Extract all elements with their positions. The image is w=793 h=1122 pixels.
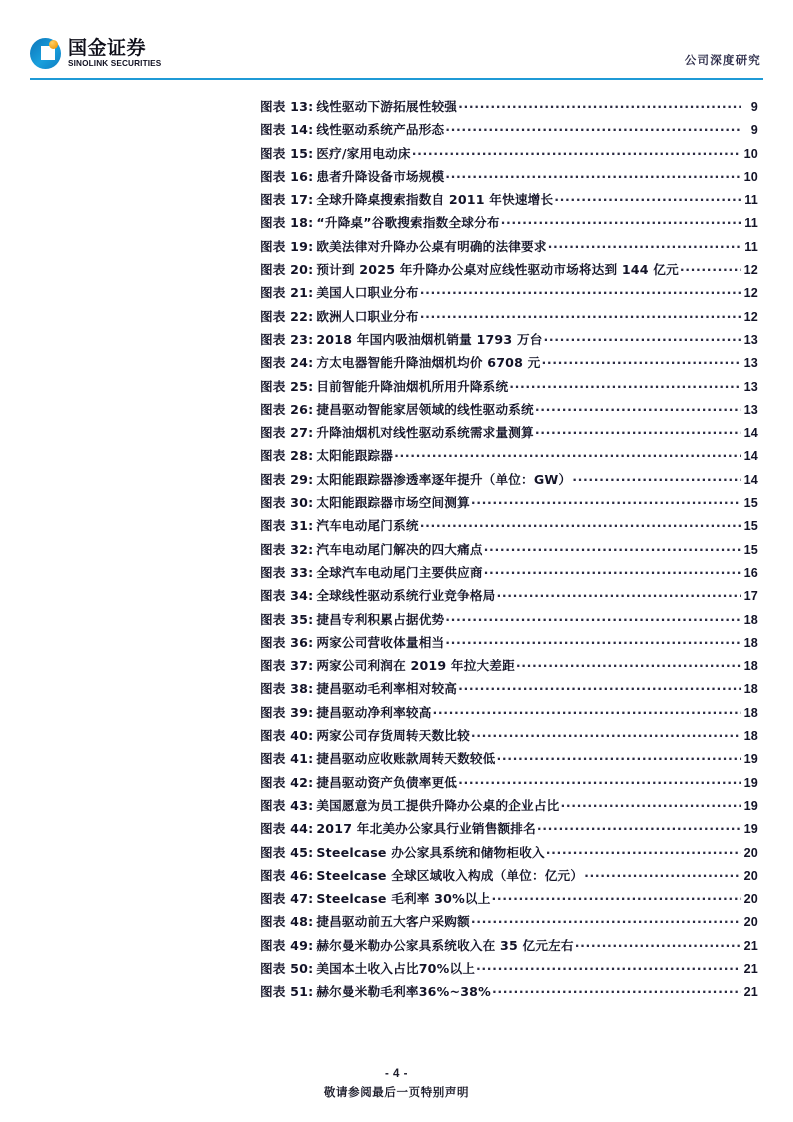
toc-leader-dots bbox=[420, 518, 741, 530]
toc-entry-label: 图表 49: bbox=[260, 937, 314, 953]
toc-entry-title: 方太电器智能升降油烟机均价 6708 元 bbox=[316, 355, 541, 371]
toc-entry[interactable] bbox=[260, 888, 758, 911]
toc-entry-title: 捷昌驱动前五大客户采购额 bbox=[316, 914, 470, 930]
toc-leader-dots bbox=[420, 285, 741, 297]
toc-entry[interactable] bbox=[260, 166, 758, 189]
toc-leader-dots bbox=[548, 239, 741, 251]
toc-entry[interactable] bbox=[260, 795, 758, 818]
toc-entry-page-number: 18 bbox=[743, 705, 758, 720]
toc-leader-dots bbox=[492, 891, 741, 903]
toc-entry[interactable] bbox=[260, 329, 758, 352]
toc-entry[interactable] bbox=[260, 678, 758, 701]
toc-leader-dots bbox=[471, 495, 741, 507]
toc-entry-label: 图表 25: bbox=[260, 378, 314, 394]
toc-leader-dots bbox=[541, 355, 741, 367]
toc-entry[interactable] bbox=[260, 189, 758, 212]
toc-entry-label: 图表 41: bbox=[260, 751, 314, 767]
toc-leader-dots bbox=[501, 215, 741, 227]
brand-logo bbox=[30, 38, 161, 69]
toc-entry-label: 图表 31: bbox=[260, 518, 314, 534]
toc-entry-title: 美国本土收入占比70%以上 bbox=[316, 960, 476, 976]
toc-entry-page-number: 13 bbox=[743, 332, 758, 347]
toc-entry-page-number: 20 bbox=[743, 868, 758, 883]
toc-leader-dots bbox=[560, 798, 741, 810]
toc-entry-page-number: 10 bbox=[743, 146, 758, 161]
toc-entry-title: 美国人口职业分布 bbox=[316, 285, 419, 301]
toc-entry[interactable] bbox=[260, 422, 758, 445]
toc-entry-page-number: 12 bbox=[743, 309, 758, 324]
toc-entry-page-number: 14 bbox=[743, 449, 758, 464]
toc-entry-page-number: 18 bbox=[743, 635, 758, 650]
toc-entry[interactable] bbox=[260, 725, 758, 748]
toc-entry-label: 图表 14: bbox=[260, 122, 314, 138]
toc-entry-title: 患者升降设备市场规模 bbox=[316, 168, 445, 184]
brand-name-cn: 国金证券 bbox=[68, 36, 147, 59]
toc-entry[interactable] bbox=[260, 655, 758, 678]
toc-entry-title: 太阳能跟踪器渗透率逐年提升（单位：GW） bbox=[316, 471, 572, 487]
toc-entry-label: 图表 42: bbox=[260, 774, 314, 790]
toc-entry-page-number: 10 bbox=[743, 169, 758, 184]
toc-entry-page-number: 13 bbox=[743, 379, 758, 394]
toc-entry-page-number: 20 bbox=[743, 915, 758, 930]
toc-entry-page-number: 18 bbox=[743, 659, 758, 674]
toc-entry-page-number: 18 bbox=[743, 729, 758, 744]
toc-entry-title: 捷昌驱动应收账款周转天数较低 bbox=[316, 751, 496, 767]
sinolink-logo-icon bbox=[30, 38, 61, 69]
toc-entry-label: 图表 48: bbox=[260, 914, 314, 930]
toc-entry-title: 线性驱动系统产品形态 bbox=[316, 122, 445, 138]
toc-leader-dots bbox=[484, 542, 741, 554]
toc-entry-page-number: 11 bbox=[744, 193, 758, 208]
toc-entry-page-number: 9 bbox=[750, 123, 758, 138]
toc-entry-label: 图表 26: bbox=[260, 401, 314, 417]
brand-text bbox=[68, 36, 162, 68]
toc-entry-title: 汽车电动尾门解决的四大痛点 bbox=[316, 541, 483, 557]
toc-leader-dots bbox=[433, 705, 742, 717]
toc-entry-page-number: 11 bbox=[744, 216, 758, 231]
toc-entry-title: 2017 年北美办公家具行业销售额排名 bbox=[316, 821, 536, 837]
toc-entry-title: 汽车电动尾门系统 bbox=[316, 518, 419, 534]
header-divider bbox=[30, 78, 763, 80]
toc-leader-dots bbox=[471, 914, 741, 926]
toc-entry[interactable] bbox=[260, 935, 758, 958]
toc-entry-title: 全球汽车电动尾门主要供应商 bbox=[316, 564, 483, 580]
toc-entry[interactable] bbox=[260, 609, 758, 632]
footer-page-number: - 4 - bbox=[385, 1068, 408, 1080]
toc-entry-title: 升降油烟机对线性驱动系统需求量测算 bbox=[316, 425, 534, 441]
toc-entry-title: 线性驱动下游拓展性较强 bbox=[316, 99, 458, 114]
toc-entry-page-number: 18 bbox=[743, 682, 758, 697]
toc-leader-dots bbox=[445, 122, 741, 134]
toc-leader-dots bbox=[412, 146, 741, 158]
toc-entry-label: 图表 30: bbox=[260, 495, 314, 511]
toc-entry[interactable] bbox=[260, 585, 758, 608]
toc-leader-dots bbox=[458, 775, 741, 787]
toc-entry-label: 图表 51: bbox=[260, 984, 314, 1000]
toc-entry[interactable] bbox=[260, 143, 758, 166]
toc-leader-dots bbox=[554, 192, 741, 204]
toc-entry-label: 图表 22: bbox=[260, 308, 314, 324]
toc-entry[interactable] bbox=[260, 469, 758, 492]
toc-entry-title: 两家公司营收体量相当 bbox=[316, 634, 445, 650]
toc-leader-dots bbox=[546, 845, 741, 857]
toc-entry-label: 图表 19: bbox=[260, 238, 314, 254]
toc-entry[interactable] bbox=[260, 515, 758, 538]
toc-entry-page-number: 12 bbox=[743, 286, 758, 301]
toc-entry[interactable] bbox=[260, 212, 758, 235]
toc-entry-page-number: 17 bbox=[743, 589, 758, 604]
toc-leader-dots bbox=[572, 472, 741, 484]
toc-leader-dots bbox=[496, 588, 741, 600]
toc-entry[interactable] bbox=[260, 306, 758, 329]
toc-entry-page-number: 13 bbox=[743, 356, 758, 371]
toc-entry-title: 捷昌驱动智能家居领域的线性驱动系统 bbox=[316, 401, 534, 417]
toc-entry-page-number: 20 bbox=[743, 845, 758, 860]
toc-entry-page-number: 21 bbox=[743, 961, 758, 976]
page-header bbox=[0, 0, 793, 86]
toc-entry[interactable] bbox=[260, 702, 758, 725]
toc-entry-label: 图表 40: bbox=[260, 728, 314, 744]
toc-entry[interactable] bbox=[260, 539, 758, 562]
toc-entry-label: 图表 46: bbox=[260, 867, 314, 883]
toc-entry-title: 全球线性驱动系统行业竞争格局 bbox=[316, 588, 496, 604]
toc-leader-dots bbox=[445, 169, 741, 181]
toc-leader-dots bbox=[492, 984, 741, 996]
toc-entry-title: 太阳能跟踪器市场空间测算 bbox=[316, 495, 470, 511]
toc-entry-label: 图表 50: bbox=[260, 960, 314, 976]
toc-leader-dots bbox=[575, 938, 741, 950]
logo-dot-shape bbox=[49, 40, 58, 49]
toc-entry-page-number: 9 bbox=[750, 100, 758, 114]
toc-entry-title: 欧洲人口职业分布 bbox=[316, 308, 419, 324]
toc-entry-label: 图表 15: bbox=[260, 145, 314, 161]
toc-entry[interactable] bbox=[260, 282, 758, 305]
toc-entry-title: 美国愿意为员工提供升降办公桌的企业占比 bbox=[316, 797, 560, 813]
toc-entry-title: 捷昌专利积累占据优势 bbox=[316, 611, 445, 627]
toc-leader-dots bbox=[458, 681, 741, 693]
toc-entry-page-number: 19 bbox=[743, 775, 758, 790]
toc-entry[interactable] bbox=[260, 259, 758, 282]
toc-entry-title: 预计到 2025 年升降办公桌对应线性驱动市场将达到 144 亿元 bbox=[316, 262, 679, 278]
toc-entry-label: 图表 28: bbox=[260, 448, 314, 464]
toc-entry-title: 全球升降桌搜索指数自 2011 年快速增长 bbox=[316, 192, 554, 208]
toc-entry-page-number: 16 bbox=[743, 565, 758, 580]
toc-entry-title: Steelcase 办公家具系统和储物柜收入 bbox=[316, 844, 545, 860]
toc-entry-label: 图表 18: bbox=[260, 215, 314, 231]
toc-entry-title: 医疗/家用电动床 bbox=[316, 145, 411, 161]
toc-leader-dots bbox=[535, 402, 741, 414]
toc-leader-dots bbox=[476, 961, 741, 973]
toc-leader-dots bbox=[394, 448, 741, 460]
toc-entry[interactable] bbox=[260, 445, 758, 468]
toc-entry-label: 图表 38: bbox=[260, 681, 314, 697]
table-of-figures bbox=[260, 96, 758, 1005]
toc-entry-page-number: 19 bbox=[743, 822, 758, 837]
toc-leader-dots bbox=[516, 658, 741, 670]
toc-entry[interactable] bbox=[260, 865, 758, 888]
toc-entry-title: 目前智能升降油烟机所用升降系统 bbox=[316, 378, 509, 394]
toc-entry[interactable] bbox=[260, 632, 758, 655]
toc-entry[interactable] bbox=[260, 842, 758, 865]
toc-entry-page-number: 14 bbox=[743, 472, 758, 487]
toc-entry-label: 图表 35: bbox=[260, 611, 314, 627]
toc-entry[interactable] bbox=[260, 981, 758, 1004]
toc-entry-label: 图表 43: bbox=[260, 797, 314, 813]
toc-entry[interactable] bbox=[260, 911, 758, 934]
toc-entry-title: 两家公司存货周转天数比较 bbox=[316, 728, 470, 744]
toc-leader-dots bbox=[544, 332, 741, 344]
toc-entry-label: 图表 36: bbox=[260, 634, 314, 650]
toc-entry-title: 捷昌驱动毛利率相对较高 bbox=[316, 681, 458, 697]
toc-entry-page-number: 11 bbox=[744, 239, 758, 254]
toc-leader-dots bbox=[445, 635, 741, 647]
toc-entry-title: 太阳能跟踪器 bbox=[316, 448, 394, 464]
toc-entry[interactable] bbox=[260, 958, 758, 981]
toc-entry-label: 图表 27: bbox=[260, 425, 314, 441]
toc-entry-page-number: 18 bbox=[743, 612, 758, 627]
toc-entry[interactable] bbox=[260, 96, 758, 119]
toc-entry[interactable] bbox=[260, 562, 758, 585]
toc-entry-label: 图表 16: bbox=[260, 168, 314, 184]
toc-entry[interactable] bbox=[260, 236, 758, 259]
toc-entry-title: “升降桌”谷歌搜索指数全球分布 bbox=[316, 215, 500, 231]
toc-entry-page-number: 14 bbox=[743, 426, 758, 441]
toc-entry-label: 图表 29: bbox=[260, 471, 314, 487]
page-footer bbox=[0, 1068, 793, 1100]
toc-entry-label: 图表 39: bbox=[260, 704, 314, 720]
toc-entry-title: Steelcase 全球区域收入构成（单位：亿元） bbox=[316, 867, 584, 883]
toc-leader-dots bbox=[484, 565, 741, 577]
toc-entry-title: 赫尔曼米勒办公家具系统收入在 35 亿元左右 bbox=[316, 937, 574, 953]
toc-entry-title: Steelcase 毛利率 30%以上 bbox=[316, 891, 491, 907]
toc-entry-label: 图表 34: bbox=[260, 588, 314, 604]
toc-entry[interactable] bbox=[260, 492, 758, 515]
toc-leader-dots bbox=[445, 612, 741, 624]
toc-entry[interactable] bbox=[260, 376, 758, 399]
toc-entry-label: 图表 33: bbox=[260, 564, 314, 580]
toc-entry[interactable] bbox=[260, 352, 758, 375]
toc-entry-page-number: 12 bbox=[743, 263, 758, 278]
toc-entry-page-number: 15 bbox=[743, 542, 758, 557]
toc-entry-page-number: 19 bbox=[743, 798, 758, 813]
toc-entry-label: 图表 21: bbox=[260, 285, 314, 301]
toc-entry-label: 图表 20: bbox=[260, 262, 314, 278]
toc-entry[interactable] bbox=[260, 818, 758, 841]
footer-disclaimer: 敬请参阅最后一页特别声明 bbox=[323, 1085, 470, 1099]
toc-entry-title: 2018 年国内吸油烟机销量 1793 万台 bbox=[316, 331, 543, 347]
toc-entry-page-number: 15 bbox=[743, 496, 758, 511]
toc-leader-dots bbox=[496, 751, 741, 763]
toc-entry[interactable] bbox=[260, 119, 758, 142]
toc-entry-title: 欧美法律对升降办公桌有明确的法律要求 bbox=[316, 238, 547, 254]
toc-entry-label: 图表 45: bbox=[260, 844, 314, 860]
toc-entry-label: 图表 17: bbox=[260, 192, 314, 208]
toc-entry-page-number: 15 bbox=[743, 519, 758, 534]
toc-leader-dots bbox=[535, 425, 741, 437]
toc-entry-page-number: 20 bbox=[743, 892, 758, 907]
toc-leader-dots bbox=[471, 728, 741, 740]
toc-entry-label: 图表 32: bbox=[260, 541, 314, 557]
toc-entry-page-number: 21 bbox=[743, 938, 758, 953]
toc-leader-dots bbox=[680, 262, 741, 274]
toc-entry[interactable] bbox=[260, 772, 758, 795]
toc-entry-title: 两家公司利润在 2019 年拉大差距 bbox=[316, 658, 515, 674]
brand-name-en: SINOLINK SECURITIES bbox=[68, 58, 162, 68]
toc-leader-dots bbox=[458, 99, 741, 111]
toc-entry-page-number: 19 bbox=[743, 752, 758, 767]
toc-entry-label: 图表 24: bbox=[260, 355, 314, 371]
toc-entry-title: 赫尔曼米勒毛利率36%~38% bbox=[316, 984, 491, 1000]
toc-leader-dots bbox=[584, 868, 741, 880]
toc-entry-title: 捷昌驱动资产负债率更低 bbox=[316, 774, 458, 790]
toc-entry-label: 图表 44: bbox=[260, 821, 314, 837]
toc-entry[interactable] bbox=[260, 399, 758, 422]
toc-entry-title: 捷昌驱动净利率较高 bbox=[316, 704, 432, 720]
header-report-type: 公司深度研究 bbox=[684, 53, 761, 67]
toc-entry[interactable] bbox=[260, 748, 758, 771]
toc-leader-dots bbox=[420, 309, 741, 321]
toc-entry-label: 图表 13: bbox=[260, 99, 314, 114]
toc-entry-page-number: 13 bbox=[743, 402, 758, 417]
toc-entry-label: 图表 37: bbox=[260, 658, 314, 674]
toc-leader-dots bbox=[509, 379, 741, 391]
toc-entry-page-number: 21 bbox=[743, 985, 758, 1000]
toc-entry-label: 图表 47: bbox=[260, 891, 314, 907]
toc-entry-label: 图表 23: bbox=[260, 331, 314, 347]
toc-leader-dots bbox=[537, 821, 741, 833]
